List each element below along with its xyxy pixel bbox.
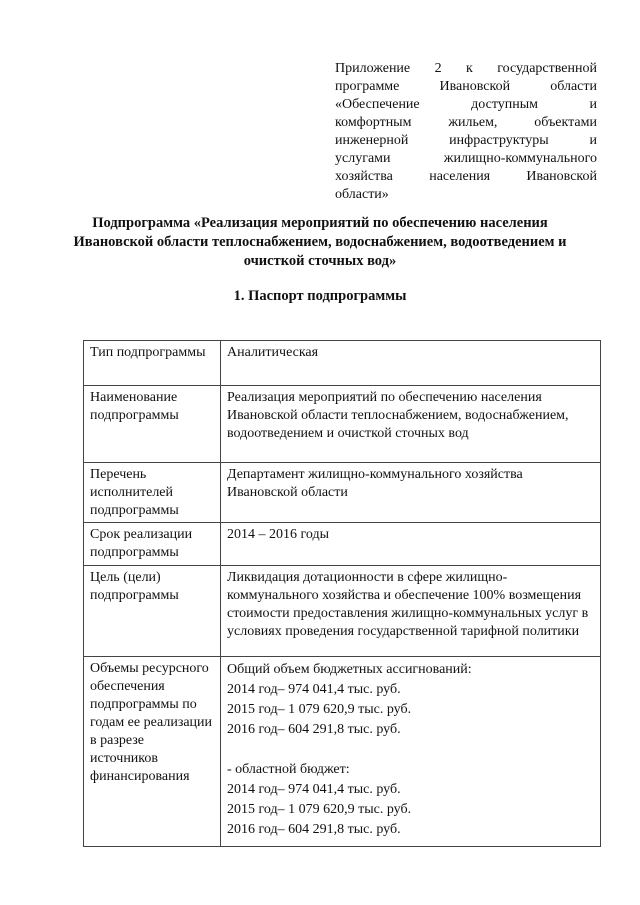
row-label: Цель (цели) подпрограммы (84, 566, 221, 657)
table-row (84, 523, 601, 566)
row-label: Тип подпрограммы (84, 341, 221, 386)
row-value: Реализация мероприятий по обеспечению населения Ивановской области теплоснабжением, водоснабжением, водоотведением и очисткой сточных вод (221, 386, 601, 463)
table-row (84, 386, 601, 463)
table-row (84, 341, 601, 386)
appendix-line: комфортным жильем, объектами (335, 115, 597, 130)
regional-year: 2014 год– 974 041,4 тыс. руб. (227, 782, 401, 797)
appendix-line: услугами жилищно-коммунального (335, 151, 597, 166)
row-value: 2014 – 2016 годы (221, 523, 601, 566)
table-row-finance (84, 657, 601, 847)
row-value: Ликвидация дотационности в сфере жилищно-коммунального хозяйства и обеспечение 100% возмещения стоимости предоставления жилищно-коммунальных услуг в условиях проведения государственной тарифной политики (221, 566, 601, 657)
passport-table (83, 340, 601, 847)
total-year: 2015 год– 1 079 620,9 тыс. руб. (227, 702, 412, 717)
appendix-note (335, 60, 597, 204)
row-label: Наименование подпрограммы (84, 386, 221, 463)
row-label: Перечень исполнителей подпрограммы (84, 463, 221, 523)
appendix-line: «Обеспечение доступным и (335, 97, 597, 112)
table-row (84, 566, 601, 657)
row-value: Аналитическая (221, 341, 601, 386)
regional-year: 2016 год– 604 291,8 тыс. руб. (227, 822, 401, 837)
total-header: Общий объем бюджетных ассигнований: (227, 662, 472, 677)
table-row (84, 463, 601, 523)
section-heading: 1. Паспорт подпрограммы (233, 288, 407, 304)
regional-header: - областной бюджет: (227, 762, 350, 777)
total-year: 2014 год– 974 041,4 тыс. руб. (227, 682, 401, 697)
appendix-line: области» (335, 187, 389, 202)
row-label: Срок реализации подпрограммы (84, 523, 221, 566)
appendix-line: Приложение 2 к государственной (335, 61, 597, 76)
row-label: Объемы ресурсного обеспечения подпрограммы по годам ее реализации в разрезе источников финансирования (84, 657, 221, 847)
appendix-line: инженерной инфраструктуры и (335, 133, 597, 148)
document-title: Подпрограмма «Реализация мероприятий по обеспечению населения Ивановской области теплоснабжением, водоснабжением, водоотведением и очисткой сточных вод» (73, 215, 567, 269)
regional-year: 2015 год– 1 079 620,9 тыс. руб. (227, 802, 412, 817)
appendix-line: хозяйства населения Ивановской (335, 169, 597, 184)
total-year: 2016 год– 604 291,8 тыс. руб. (227, 722, 401, 737)
row-value: Департамент жилищно-коммунального хозяйства Ивановской области (221, 463, 601, 523)
appendix-line: программе Ивановской области (335, 79, 597, 94)
finance-values (221, 657, 601, 847)
